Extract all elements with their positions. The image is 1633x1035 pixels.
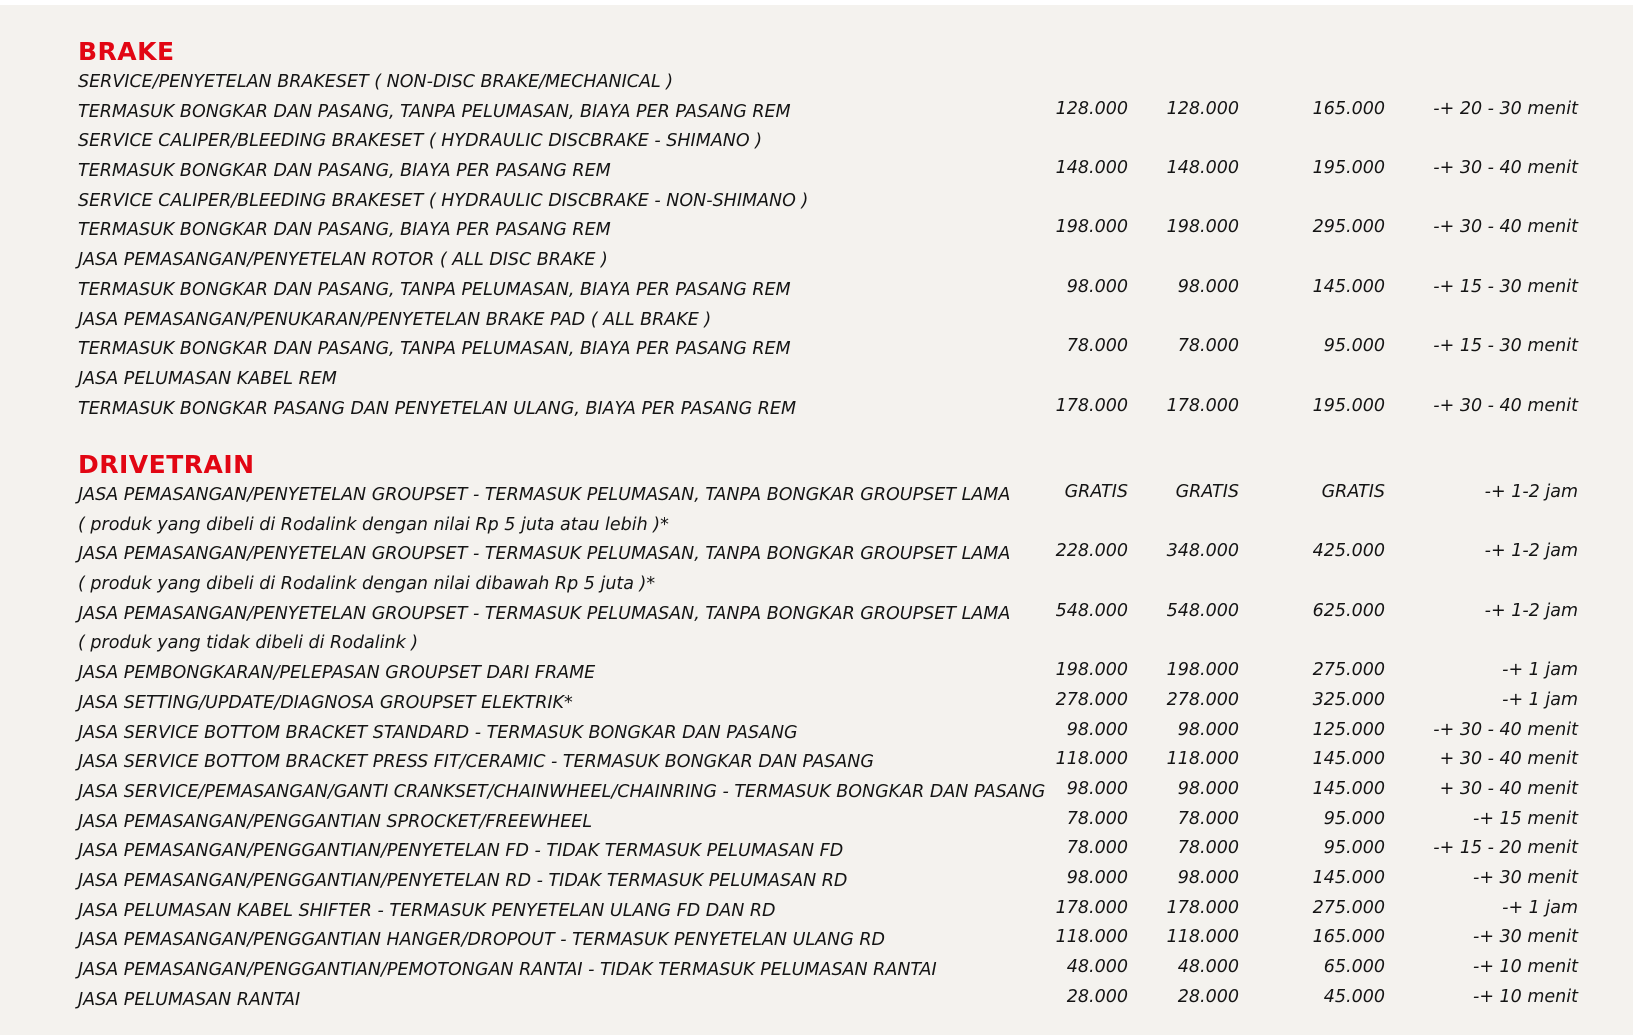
service-row — [78, 128, 1578, 187]
price-tier-1: 178.000 — [1055, 395, 1128, 416]
service-description — [78, 369, 796, 428]
service-name: JASA PEMASANGAN/PENUKARAN/PENYETELAN BRAKE PAD ( ALL BRAKE ) — [78, 309, 712, 330]
service-row — [78, 660, 1578, 690]
price-tier-3: 165.000 — [1312, 98, 1385, 119]
service-description — [78, 544, 1010, 603]
price-tier-3: 275.000 — [1312, 660, 1385, 681]
service-note: TERMASUK BONGKAR DAN PASANG, TANPA PELUMASAN, BIAYA PER PASANG REM — [78, 339, 791, 360]
service-note: TERMASUK BONGKAR DAN PASANG, BIAYA PER PASANG REM — [78, 161, 611, 182]
service-description — [78, 250, 791, 309]
price-tier-3: 145.000 — [1312, 749, 1385, 770]
price-tier-2: 148.000 — [1166, 158, 1239, 179]
service-row — [78, 957, 1578, 987]
price-tier-2: 98.000 — [1177, 719, 1239, 740]
service-row — [78, 720, 1578, 750]
price-tier-3: 45.000 — [1323, 986, 1385, 1007]
duration: -+ 1 jam — [1502, 897, 1578, 918]
price-tier-2: 78.000 — [1177, 808, 1239, 829]
service-name: SERVICE CALIPER/BLEEDING BRAKESET ( HYDRAULIC DISCBRAKE - NON-SHIMANO ) — [78, 190, 809, 211]
service-name: JASA PEMASANGAN/PENGGANTIAN/PENYETELAN FD - TIDAK TERMASUK PELUMASAN FD — [78, 841, 844, 862]
service-note: TERMASUK BONGKAR DAN PASANG, TANPA PELUMASAN, BIAYA PER PASANG REM — [78, 279, 791, 300]
service-note: TERMASUK BONGKAR DAN PASANG, BIAYA PER PASANG REM — [78, 220, 611, 241]
price-tier-1: 78.000 — [1066, 808, 1128, 829]
service-description — [78, 693, 573, 723]
service-description — [78, 72, 791, 131]
duration: + 30 - 40 menit — [1439, 778, 1578, 799]
duration: -+ 30 - 40 menit — [1433, 158, 1578, 179]
service-name: JASA PEMASANGAN/PENYETELAN GROUPSET - TERMASUK PELUMASAN, TANPA BONGKAR GROUPSET LAMA — [78, 544, 1011, 565]
price-tier-3: 625.000 — [1312, 600, 1385, 621]
price-tier-2: 118.000 — [1166, 749, 1239, 770]
service-row — [78, 749, 1578, 779]
price-tier-3: 165.000 — [1312, 927, 1385, 948]
duration: -+ 15 - 30 menit — [1433, 276, 1578, 297]
service-description — [78, 960, 937, 990]
service-name: JASA PEMASANGAN/PENGGANTIAN SPROCKET/FREEWHEEL — [78, 811, 593, 832]
price-tier-2: 548.000 — [1166, 600, 1239, 621]
price-tier-1: 228.000 — [1055, 541, 1128, 562]
price-list-page — [0, 5, 1633, 1035]
service-name: JASA PEMASANGAN/PENYETELAN GROUPSET - TERMASUK PELUMASAN, TANPA BONGKAR GROUPSET LAMA — [78, 603, 1011, 624]
duration: + 30 - 40 menit — [1439, 749, 1578, 770]
price-tier-1: GRATIS — [1064, 482, 1128, 502]
price-tier-1: 98.000 — [1066, 719, 1128, 740]
price-tier-1: 178.000 — [1055, 897, 1128, 918]
service-name: JASA PEMASANGAN/PENGGANTIAN/PENYETELAN RD - TIDAK TERMASUK PELUMASAN RD — [78, 870, 848, 891]
service-description — [78, 131, 762, 190]
price-tier-2: 98.000 — [1177, 867, 1239, 888]
price-tier-3: 125.000 — [1312, 719, 1385, 740]
service-row — [78, 690, 1578, 720]
duration: -+ 1-2 jam — [1484, 541, 1578, 562]
duration: -+ 1 jam — [1502, 689, 1578, 710]
service-row — [78, 541, 1578, 600]
service-list — [78, 482, 1578, 1016]
duration: -+ 30 menit — [1473, 867, 1578, 888]
service-description — [78, 752, 874, 782]
service-name: JASA PEMASANGAN/PENYETELAN ROTOR ( ALL DISC BRAKE ) — [78, 250, 608, 271]
service-description — [78, 782, 1045, 812]
service-description — [78, 310, 791, 369]
price-tier-1: 98.000 — [1066, 276, 1128, 297]
price-tier-2: 128.000 — [1166, 98, 1239, 119]
service-name: JASA SERVICE BOTTOM BRACKET PRESS FIT/CERAMIC - TERMASUK BONGKAR DAN PASANG — [78, 752, 874, 773]
price-tier-1: 78.000 — [1066, 838, 1128, 859]
service-row — [78, 898, 1578, 928]
service-name: JASA PEMASANGAN/PENYETELAN GROUPSET - TERMASUK PELUMASAN, TANPA BONGKAR GROUPSET LAMA — [78, 485, 1011, 505]
service-note: TERMASUK BONGKAR DAN PASANG, TANPA PELUMASAN, BIAYA PER PASANG REM — [78, 101, 791, 122]
service-row — [78, 188, 1578, 247]
duration: -+ 20 - 30 menit — [1433, 98, 1578, 119]
price-tier-1: 198.000 — [1055, 217, 1128, 238]
service-row — [78, 366, 1578, 425]
duration: -+ 10 menit — [1473, 986, 1578, 1007]
section-title: DRIVETRAIN — [78, 450, 255, 479]
section-title: BRAKE — [78, 37, 175, 66]
price-tier-3: 195.000 — [1312, 395, 1385, 416]
duration: -+ 1-2 jam — [1484, 482, 1578, 502]
service-name: JASA SERVICE/PEMASANGAN/GANTI CRANKSET/CHAINWHEEL/CHAINRING - TERMASUK BONGKAR DAN PASANG — [78, 781, 1046, 802]
service-row — [78, 307, 1578, 366]
price-tier-3: 65.000 — [1323, 957, 1385, 978]
price-tier-3: 275.000 — [1312, 897, 1385, 918]
price-tier-2: 118.000 — [1166, 927, 1239, 948]
price-tier-3: 145.000 — [1312, 867, 1385, 888]
service-description — [78, 723, 798, 753]
duration: -+ 1-2 jam — [1484, 600, 1578, 621]
service-description — [78, 871, 847, 901]
price-tier-3: GRATIS — [1321, 482, 1385, 502]
price-tier-1: 98.000 — [1066, 778, 1128, 799]
service-description — [78, 485, 1010, 544]
duration: -+ 30 - 40 menit — [1433, 395, 1578, 416]
price-tier-1: 78.000 — [1066, 336, 1128, 357]
service-name: JASA PELUMASAN KABEL SHIFTER - TERMASUK PENYETELAN ULANG FD DAN RD — [78, 900, 776, 921]
service-row — [78, 601, 1578, 660]
price-tier-2: GRATIS — [1175, 482, 1239, 502]
service-name: JASA PEMASANGAN/PENGGANTIAN HANGER/DROPOUT - TERMASUK PENYETELAN ULANG RD — [78, 930, 885, 951]
price-tier-3: 295.000 — [1312, 217, 1385, 238]
service-note: ( produk yang dibeli di Rodalink dengan nilai dibawah Rp 5 juta )* — [78, 574, 656, 595]
price-tier-1: 198.000 — [1055, 660, 1128, 681]
price-tier-1: 548.000 — [1055, 600, 1128, 621]
service-name: JASA SERVICE BOTTOM BRACKET STANDARD - TERMASUK BONGKAR DAN PASANG — [78, 722, 798, 743]
service-description — [78, 191, 808, 250]
price-tier-1: 28.000 — [1066, 986, 1128, 1007]
price-tier-1: 278.000 — [1055, 689, 1128, 710]
price-tier-2: 78.000 — [1177, 336, 1239, 357]
service-name: JASA PEMBONGKARAN/PELEPASAN GROUPSET DARI FRAME — [78, 663, 596, 684]
price-tier-3: 195.000 — [1312, 158, 1385, 179]
price-tier-3: 95.000 — [1323, 808, 1385, 829]
duration: -+ 30 - 40 menit — [1433, 217, 1578, 238]
service-note: ( produk yang dibeli di Rodalink dengan nilai Rp 5 juta atau lebih )* — [78, 514, 669, 535]
price-tier-2: 348.000 — [1166, 541, 1239, 562]
service-description — [78, 663, 595, 693]
service-name: JASA PEMASANGAN/PENGGANTIAN/PEMOTONGAN RANTAI - TIDAK TERMASUK PELUMASAN RANTAI — [78, 960, 937, 981]
section-brake — [78, 35, 1578, 425]
price-tier-3: 145.000 — [1312, 276, 1385, 297]
price-tier-2: 78.000 — [1177, 838, 1239, 859]
price-tier-1: 128.000 — [1055, 98, 1128, 119]
price-tier-2: 198.000 — [1166, 660, 1239, 681]
service-row — [78, 868, 1578, 898]
price-tier-3: 325.000 — [1312, 689, 1385, 710]
service-note: TERMASUK BONGKAR PASANG DAN PENYETELAN ULANG, BIAYA PER PASANG REM — [78, 398, 797, 419]
service-row — [78, 482, 1578, 541]
service-description — [78, 604, 1010, 663]
service-description — [78, 990, 300, 1020]
price-tier-1: 148.000 — [1055, 158, 1128, 179]
duration: -+ 30 - 40 menit — [1433, 719, 1578, 740]
price-tier-1: 118.000 — [1055, 927, 1128, 948]
duration: -+ 10 menit — [1473, 957, 1578, 978]
service-note: ( produk yang tidak dibeli di Rodalink ) — [78, 633, 419, 654]
price-tier-3: 145.000 — [1312, 778, 1385, 799]
price-tier-2: 28.000 — [1177, 986, 1239, 1007]
duration: -+ 15 - 30 menit — [1433, 336, 1578, 357]
service-description — [78, 812, 592, 842]
service-list — [78, 69, 1578, 425]
price-tier-2: 48.000 — [1177, 957, 1239, 978]
price-tier-3: 95.000 — [1323, 336, 1385, 357]
price-tier-2: 98.000 — [1177, 276, 1239, 297]
duration: -+ 30 menit — [1473, 927, 1578, 948]
service-row — [78, 927, 1578, 957]
duration: -+ 15 - 20 menit — [1433, 838, 1578, 859]
price-tier-2: 278.000 — [1166, 689, 1239, 710]
service-row — [78, 247, 1578, 306]
price-tier-1: 98.000 — [1066, 867, 1128, 888]
service-description — [78, 841, 843, 871]
service-row — [78, 987, 1578, 1017]
service-description — [78, 930, 885, 960]
service-name: JASA SETTING/UPDATE/DIAGNOSA GROUPSET ELEKTRIK* — [78, 692, 573, 713]
price-tier-2: 98.000 — [1177, 778, 1239, 799]
duration: -+ 15 menit — [1473, 808, 1578, 829]
price-tier-2: 178.000 — [1166, 395, 1239, 416]
price-tier-1: 118.000 — [1055, 749, 1128, 770]
price-tier-1: 48.000 — [1066, 957, 1128, 978]
service-row — [78, 779, 1578, 809]
duration: -+ 1 jam — [1502, 660, 1578, 681]
service-row — [78, 69, 1578, 128]
price-tier-2: 198.000 — [1166, 217, 1239, 238]
service-name: JASA PELUMASAN KABEL REM — [78, 368, 337, 389]
service-name: SERVICE CALIPER/BLEEDING BRAKESET ( HYDRAULIC DISCBRAKE - SHIMANO ) — [78, 131, 763, 152]
service-row — [78, 838, 1578, 868]
service-name: JASA PELUMASAN RANTAI — [78, 989, 301, 1010]
price-tier-2: 178.000 — [1166, 897, 1239, 918]
service-description — [78, 901, 776, 931]
section-drivetrain — [78, 448, 1578, 1016]
price-tier-3: 425.000 — [1312, 541, 1385, 562]
service-name: SERVICE/PENYETELAN BRAKESET ( NON-DISC BRAKE/MECHANICAL ) — [78, 72, 674, 92]
price-tier-3: 95.000 — [1323, 838, 1385, 859]
service-row — [78, 809, 1578, 839]
